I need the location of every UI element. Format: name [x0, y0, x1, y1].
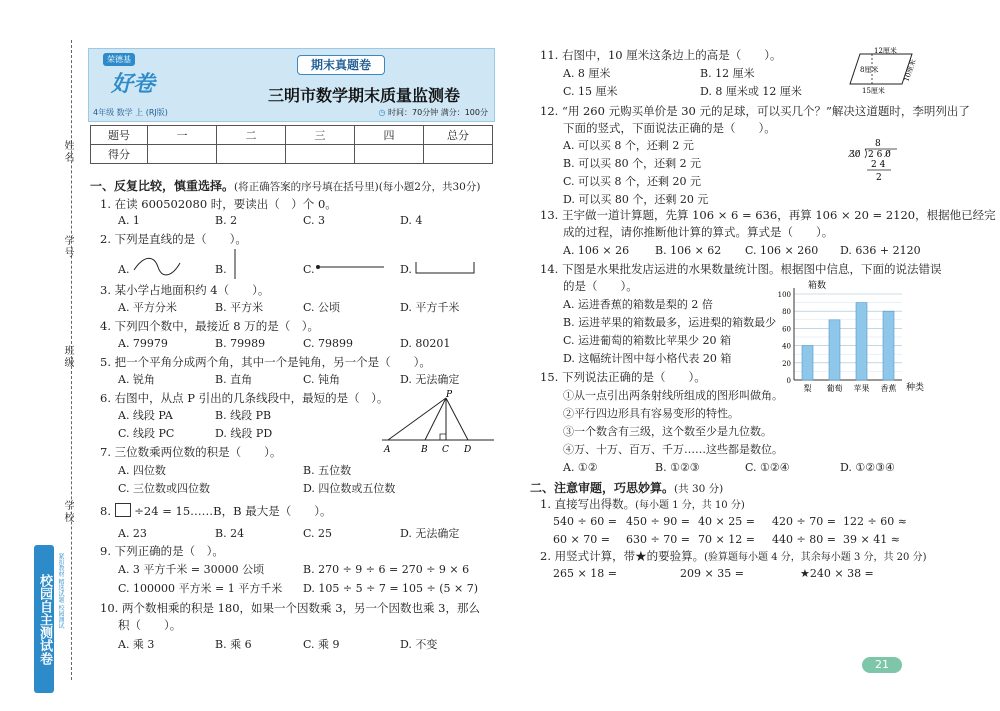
table-cell: 三 — [286, 126, 355, 145]
student-id-label: 学号 — [62, 235, 73, 259]
option[interactable]: B. 2 — [215, 214, 238, 227]
option[interactable]: D. 无法确定 — [400, 373, 460, 386]
fig-label-10: 10厘米 — [902, 58, 918, 83]
option[interactable]: A. — [118, 263, 130, 276]
chart-y-ticks — [778, 291, 791, 385]
statement-3: ③一个数含有三级，这个数至少是九位数。 — [563, 425, 772, 438]
exam-header — [88, 48, 495, 122]
parallelogram-figure — [846, 44, 920, 94]
x-tick-label: 香蕉 — [880, 384, 897, 393]
question-12: 12. “用 260 元购买单价是 30 元的足球，可以买几个？”解决这道题时，李明列出了 — [540, 104, 970, 118]
option[interactable]: C. 乘 9 — [303, 638, 340, 651]
calc-item[interactable]: 630 ÷ 70 = — [626, 533, 690, 546]
section-1-title — [90, 177, 480, 194]
calc-note: (验算题每小题 4 分，其余每小题 3 分，共 20 分) — [704, 552, 927, 563]
option[interactable]: D. 无法确定 — [400, 527, 460, 540]
option[interactable]: C. 可以买 8 个，还剩 20 元 — [563, 175, 701, 188]
option[interactable]: C. 三位数或四位数 — [118, 482, 211, 495]
fig-label-15: 15厘米 — [862, 87, 885, 94]
fig-product: 2 4 — [871, 160, 886, 170]
point-p-figure — [378, 388, 498, 456]
option[interactable]: C. 25 — [303, 527, 333, 540]
chart-x-label: 种类 — [906, 383, 925, 393]
option[interactable]: B. 79989 — [215, 337, 266, 350]
option[interactable]: D. 80201 — [400, 337, 451, 350]
calc-item[interactable]: 70 × 12 = — [698, 533, 755, 546]
question-12-cont: 下面的竖式，下面说法正确的是（ ）。 — [563, 121, 776, 135]
question-10-cont: 积（ ）。 — [118, 618, 182, 632]
option[interactable]: C. 100000 平方米 = 1 平方千米 — [118, 582, 283, 595]
school-label: 学校 — [62, 500, 73, 524]
fig-label-a: A — [384, 445, 391, 455]
brand-vertical — [30, 545, 70, 695]
y-tick-label: 100 — [777, 291, 791, 299]
bracket-figure — [414, 260, 476, 276]
option[interactable]: C. 线段 PC — [118, 427, 175, 440]
option[interactable]: C. 3 — [303, 214, 326, 227]
option[interactable]: B. 平方米 — [215, 301, 264, 314]
question-10: 10. 两个数相乘的积是 180，如果一个因数乘 3，另一个因数也乘 3，那么 — [100, 601, 480, 615]
question-2: 2. 下列是直线的是（ ）。 — [100, 232, 247, 246]
calc-2 — [540, 549, 926, 565]
option[interactable]: C. 公顷 — [303, 301, 341, 314]
section-note: (共 30 分) — [674, 483, 724, 495]
curve-figure — [132, 255, 182, 277]
option[interactable]: B. ①②③ — [655, 461, 700, 474]
question-11: 11. 右图中，10 厘米这条边上的高是（ ）。 — [540, 48, 782, 62]
table-cell: 总分 — [424, 126, 493, 145]
question-13-cont: 成的过程，请你推断他计算的算式。算式是（ ）。 — [563, 225, 834, 239]
option[interactable]: C. 79899 — [303, 337, 354, 350]
score-input[interactable] — [424, 145, 493, 164]
calc-1 — [540, 497, 745, 513]
page-number: 21 — [862, 657, 902, 673]
option[interactable]: D. — [400, 263, 412, 276]
option[interactable]: A. 线段 PA — [118, 409, 173, 422]
section-title-text: 一、反复比较，慎重选择。 — [90, 179, 235, 193]
ray-figure — [314, 262, 386, 272]
logo-brand: 荣德基 — [103, 53, 135, 66]
y-tick-label: 20 — [782, 359, 791, 368]
option[interactable]: C. 106 × 260 — [745, 244, 819, 257]
grade-label: 4年级 数学 上 (RJ版) — [93, 108, 168, 117]
calc-item[interactable]: 209 × 35 = — [680, 567, 744, 580]
option[interactable]: A. ①② — [563, 461, 598, 474]
option[interactable]: B. 运进苹果的箱数最多，运进梨的箱数最少 — [563, 316, 777, 329]
logo-text: 好卷 — [111, 72, 156, 97]
option[interactable]: D. 可以买 80 个，还剩 20 元 — [563, 193, 709, 206]
calc-item[interactable]: 60 × 70 = — [553, 533, 610, 546]
option[interactable]: A. 79979 — [118, 337, 168, 350]
x-tick-label: 葡萄 — [826, 384, 843, 393]
calc-item[interactable]: 40 × 25 = — [698, 515, 755, 528]
option[interactable]: B. 24 — [215, 527, 245, 540]
option[interactable]: D. 4 — [400, 214, 423, 227]
question-3: 3. 某小学占地面积约 4（ ）。 — [100, 283, 270, 297]
option[interactable]: B. 270 ÷ 9 ÷ 6 = 270 ÷ 9 × 6 — [303, 563, 470, 576]
score-input[interactable] — [148, 145, 217, 164]
table-cell: 二 — [217, 126, 286, 145]
option[interactable]: A. 四位数 — [118, 464, 166, 477]
question-5: 5. 把一个平角分成两个角，其中一个是钝角，另一个是（ ）。 — [100, 355, 431, 369]
calc-item[interactable]: 265 × 18 = — [553, 567, 617, 580]
option[interactable]: B. 可以买 80 个，还剩 2 元 — [563, 157, 702, 170]
class-label: 班级 — [62, 345, 73, 369]
option[interactable]: A. 3 平方千米 = 30000 公顷 — [118, 563, 265, 576]
vertical-segment-figure — [230, 248, 240, 280]
option[interactable]: C. ①②④ — [745, 461, 790, 474]
bar-葡萄 — [829, 320, 840, 380]
exam-info — [378, 107, 488, 118]
question-7: 7. 三位数乘两位数的积是（ ）。 — [100, 445, 282, 459]
option[interactable]: C. 钝角 — [303, 373, 341, 386]
x-tick-label: 苹果 — [853, 384, 870, 393]
x-tick-label: 梨 — [803, 384, 812, 393]
calc-item[interactable]: 122 ÷ 60 ≈ — [843, 515, 907, 528]
question-1: 1. 在读 600502080 时，要读出（ ）个 0。 — [100, 197, 337, 211]
question-14: 14. 下图是水果批发店运进的水果数量统计图。根据图中信息，下面的说法错误 — [540, 262, 942, 276]
section-2-title — [530, 479, 723, 496]
logo — [97, 53, 177, 101]
calc-item[interactable]: 39 × 41 ≈ — [843, 533, 900, 546]
bar-苹果 — [856, 303, 867, 380]
score-input[interactable] — [355, 145, 424, 164]
fig-label-8: 8厘米 — [860, 66, 879, 74]
table-cell: 得分 — [91, 145, 148, 164]
score-table — [90, 125, 493, 164]
calc-stem: 1. 直接写出得数。 — [540, 497, 636, 511]
name-label: 姓名 — [62, 140, 73, 164]
fig-label-p: P — [446, 390, 453, 400]
option[interactable]: A. 乘 3 — [118, 638, 155, 651]
option[interactable]: B. 直角 — [215, 373, 253, 386]
option[interactable]: D. 平方千米 — [400, 301, 460, 314]
option[interactable]: A. 平方分米 — [118, 301, 177, 314]
option[interactable]: B. 线段 PB — [215, 409, 272, 422]
calc-item[interactable]: ★240 × 38 = — [800, 567, 874, 580]
statement-2: ②平行四边形具有容易变形的特性。 — [563, 407, 739, 420]
option[interactable]: D. 线段 PD — [215, 427, 273, 440]
calc-stem: 2. 用竖式计算，带★的要验算。 — [540, 549, 705, 563]
fig-label-12: 12厘米 — [874, 47, 897, 55]
chart-y-label: 箱数 — [808, 281, 827, 291]
question-6: 6. 右图中，从点 P 引出的几条线段中，最短的是（ ）。 — [100, 391, 389, 405]
fig-label-c: C — [442, 445, 449, 455]
option[interactable]: A. 锐角 — [118, 373, 155, 386]
question-9: 9. 下列正确的是（ ）。 — [100, 544, 224, 558]
fruit-bar-chart — [770, 276, 930, 398]
question-14-cont: 的是（ ）。 — [563, 279, 638, 293]
option[interactable]: A. 106 × 26 — [563, 244, 630, 257]
blank-box[interactable] — [115, 503, 131, 517]
option[interactable]: C. — [303, 263, 315, 276]
option[interactable]: A. 可以买 8 个，还剩 2 元 — [563, 139, 694, 152]
fig-remainder: 2 — [876, 173, 882, 183]
option[interactable]: C. 15 厘米 — [563, 85, 618, 98]
calc-item[interactable]: 450 ÷ 90 = — [626, 515, 690, 528]
bar-香蕉 — [883, 311, 894, 380]
option[interactable]: D. 105 ÷ 5 ÷ 7 = 105 ÷ (5 × 7) — [303, 582, 479, 595]
option[interactable]: D. 8 厘米或 12 厘米 — [700, 85, 802, 98]
bar-梨 — [802, 346, 813, 380]
question-13: 13. 王宇做一道计算题，先算 106 × 6 = 636，再算 106 × 20 = 2120，根据他已经完 — [540, 208, 996, 222]
brand-sub: 紧扣教材 精选试题 校园测试 — [57, 553, 64, 629]
option[interactable]: B. 五位数 — [303, 464, 352, 477]
option[interactable]: B. 106 × 62 — [655, 244, 722, 257]
chart-x-ticks — [804, 383, 897, 393]
option[interactable]: D. ①②③④ — [840, 461, 895, 474]
question-15: 15. 下列说法正确的是（ ）。 — [540, 370, 706, 384]
option[interactable]: A. 8 厘米 — [563, 67, 611, 80]
clock-icon: ◷ — [378, 108, 386, 117]
fig-label-b: B — [421, 445, 428, 455]
brand-main: 校园自主测试卷 — [34, 545, 54, 693]
y-tick-label: 40 — [782, 342, 791, 351]
section-title-text: 二、注意审题，巧思妙算。 — [530, 481, 675, 495]
score-input[interactable] — [217, 145, 286, 164]
option[interactable]: B. 12 厘米 — [700, 67, 755, 80]
calc-item[interactable]: 540 ÷ 60 = — [553, 515, 617, 528]
y-tick-label: 0 — [786, 377, 791, 385]
option[interactable]: A. 1 — [118, 214, 140, 227]
option[interactable]: D. 636 + 2120 — [840, 244, 921, 257]
y-tick-label: 80 — [782, 308, 791, 317]
fig-dividend: 2 6 0̸ — [868, 150, 891, 160]
option[interactable]: D. 四位数或五位数 — [303, 482, 396, 495]
fig-label-d: D — [464, 445, 472, 455]
option[interactable]: B. — [215, 263, 227, 276]
option[interactable]: A. 运进香蕉的箱数是梨的 2 倍 — [563, 298, 713, 311]
option[interactable]: D. 不变 — [400, 638, 438, 651]
section-note: (将正确答案的序号填在括号里)(每小题2分，共30分) — [234, 181, 481, 193]
exam-tag: 期末真题卷 — [297, 55, 385, 75]
table-row — [91, 126, 493, 145]
table-row — [91, 145, 493, 164]
calc-note: (每小题 1 分，共 10 分) — [635, 500, 745, 511]
question-number: 8. — [100, 504, 111, 518]
question-stem: ÷24 = 15……B，B 最大是（ ）。 — [134, 504, 332, 518]
score-input[interactable] — [286, 145, 355, 164]
chart-bars — [802, 303, 894, 380]
calc-item[interactable]: 440 ÷ 80 = — [772, 533, 836, 546]
fig-divisor: 3̸0̸ — [849, 150, 861, 160]
question-4: 4. 下列四个数中，最接近 8 万的是（ ）。 — [100, 319, 320, 333]
exam-info-text: 时间：70分钟 满分：100分 — [388, 108, 488, 117]
option[interactable]: B. 乘 6 — [215, 638, 252, 651]
calc-item[interactable]: 420 ÷ 70 = — [772, 515, 836, 528]
exam-title: 三明市数学期末质量监测卷 — [267, 86, 460, 105]
option[interactable]: A. 23 — [118, 527, 147, 540]
fig-quotient: 8 — [875, 139, 881, 149]
option[interactable]: D. 这幅统计图中每小格代表 20 箱 — [563, 352, 732, 365]
statement-1: ①从一点引出两条射线所组成的图形叫做角。 — [563, 389, 783, 402]
table-cell: 一 — [148, 126, 217, 145]
long-division-figure — [845, 136, 905, 186]
table-cell: 题号 — [91, 126, 148, 145]
statement-4: ④万、十万、百万、千万……这些都是数位。 — [563, 443, 783, 456]
y-tick-label: 60 — [782, 325, 791, 334]
question-8 — [100, 503, 331, 518]
option[interactable]: C. 运进葡萄的箱数比苹果少 20 箱 — [563, 334, 732, 347]
table-cell: 四 — [355, 126, 424, 145]
